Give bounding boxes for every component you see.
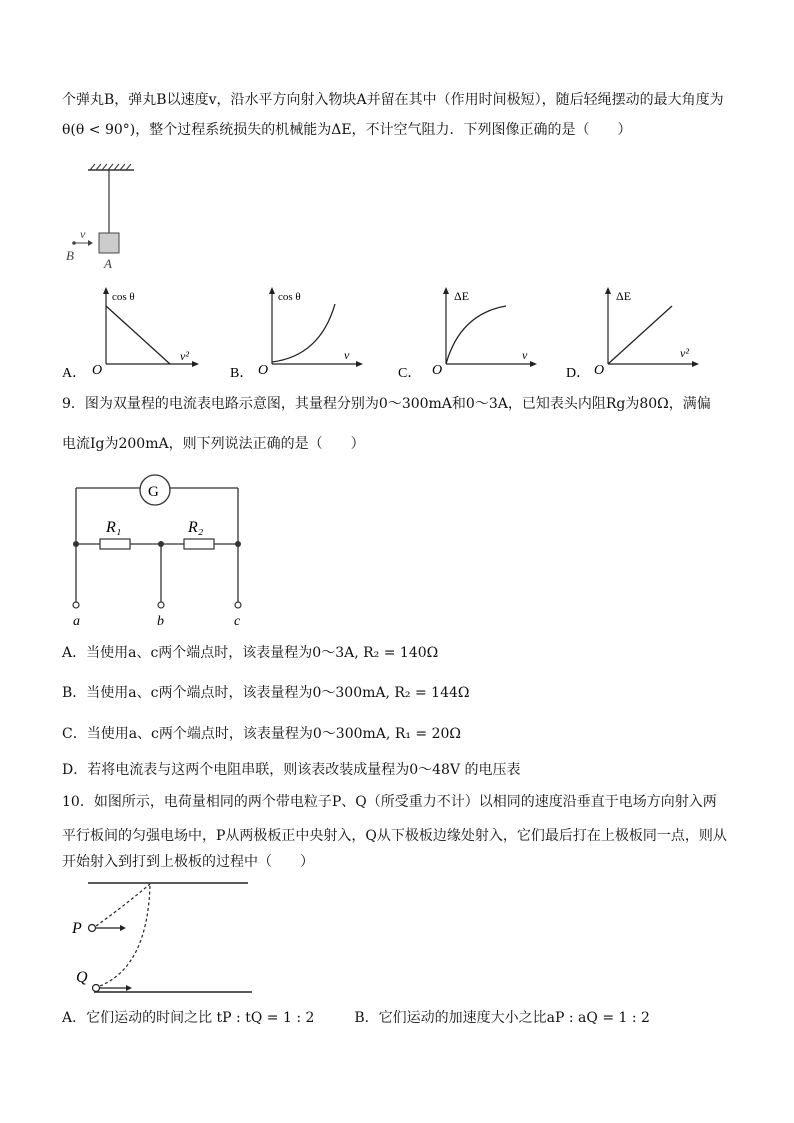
graph-d xyxy=(566,286,706,382)
graph-b xyxy=(230,286,370,382)
particle-q-label: Q xyxy=(76,969,88,986)
graph-b-origin: O xyxy=(258,363,269,378)
r1-label: R₁ xyxy=(106,519,122,536)
graph-c-xlabel: v xyxy=(522,348,528,362)
q10-text-line2: 平行板间的匀强电场中，P从两极板正中央射入，Q从下极板边缘处射入，它们最后打在上极板同一点，则从 xyxy=(62,828,727,844)
graph-a-ylabel: cos θ xyxy=(112,291,135,303)
label-v: v xyxy=(80,227,86,241)
q10-options-row xyxy=(62,1008,650,1028)
graph-c-origin: O xyxy=(432,363,443,378)
q9-option-b: B．当使用a、c两个端点时，该表量程为0～300mA, R₂ = 144Ω xyxy=(62,685,470,701)
q9-option-c: C．当使用a、c两个端点时，该表量程为0～300mA, R₁ = 20Ω xyxy=(62,726,462,742)
q10-text-line3: 开始射入到打到上极板的过程中（ ） xyxy=(62,854,314,870)
q9-option-d: D．若将电流表与这两个电阻串联，则该表改装成量程为0～48V 的电压表 xyxy=(62,762,521,778)
particle-p-label: P xyxy=(72,920,82,937)
q8-text-line1: 个弹丸B，弹丸B以速度v，沿水平方向射入物块A并留在其中（作用时间极短），随后轻绳摆动的最大角度为 xyxy=(62,92,724,108)
q10-option-b: B．它们运动的加速度大小之比aP : aQ = 1 : 2 xyxy=(354,1010,650,1026)
graph-b-letter: B． xyxy=(230,366,254,381)
graph-d-ylabel: ΔE xyxy=(616,289,632,303)
graph-c xyxy=(398,286,538,382)
graph-a-origin: O xyxy=(92,363,103,378)
q8-text-line2: θ(θ < 90°)，整个过程系统损失的机械能为ΔE，不计空气阻力．下列图像正确的是（ ） xyxy=(62,122,632,138)
graph-d-xlabel: v² xyxy=(680,346,689,360)
graph-b-ylabel: cos θ xyxy=(278,291,301,303)
q10-option-a: A．它们运动的时间之比 tP : tQ = 1 : 2 xyxy=(62,1010,315,1026)
terminal-a-label: a xyxy=(73,614,80,629)
q9-option-a: A．当使用a、c两个端点时，该表量程为0～3A, R₂ = 140Ω xyxy=(62,645,439,661)
q10-text-line1: 10．如图所示，电荷量相同的两个带电粒子P、Q（所受重力不计）以相同的速度沿垂直于电场方向射入两 xyxy=(62,794,717,810)
graph-a-letter: A． xyxy=(62,366,87,381)
graph-a xyxy=(62,286,202,382)
graph-c-ylabel: ΔE xyxy=(454,289,470,303)
parallel-plates-figure xyxy=(62,876,262,1000)
q9-text-line1: 9．图为双量程的电流表电路示意图，其量程分别为0～300mA和0～3A，已知表头内阻Rg为80Ω，满偏 xyxy=(62,396,711,412)
graph-b-xlabel: v xyxy=(344,348,350,362)
label-A: A xyxy=(104,256,112,271)
ammeter-circuit xyxy=(62,474,262,630)
q9-text-line2: 电流Ig为200mA，则下列说法正确的是（ ） xyxy=(62,436,365,452)
terminal-b-label: b xyxy=(157,614,164,629)
pendulum-figure xyxy=(62,160,142,275)
label-B: B xyxy=(66,248,74,263)
graph-c-letter: C． xyxy=(398,366,422,381)
galvanometer-label: G xyxy=(148,484,159,500)
graph-d-letter: D． xyxy=(566,366,591,381)
r2-label: R₂ xyxy=(188,519,204,536)
graph-d-origin: O xyxy=(594,363,605,378)
terminal-c-label: c xyxy=(234,614,241,629)
graph-a-xlabel: v² xyxy=(180,349,189,363)
